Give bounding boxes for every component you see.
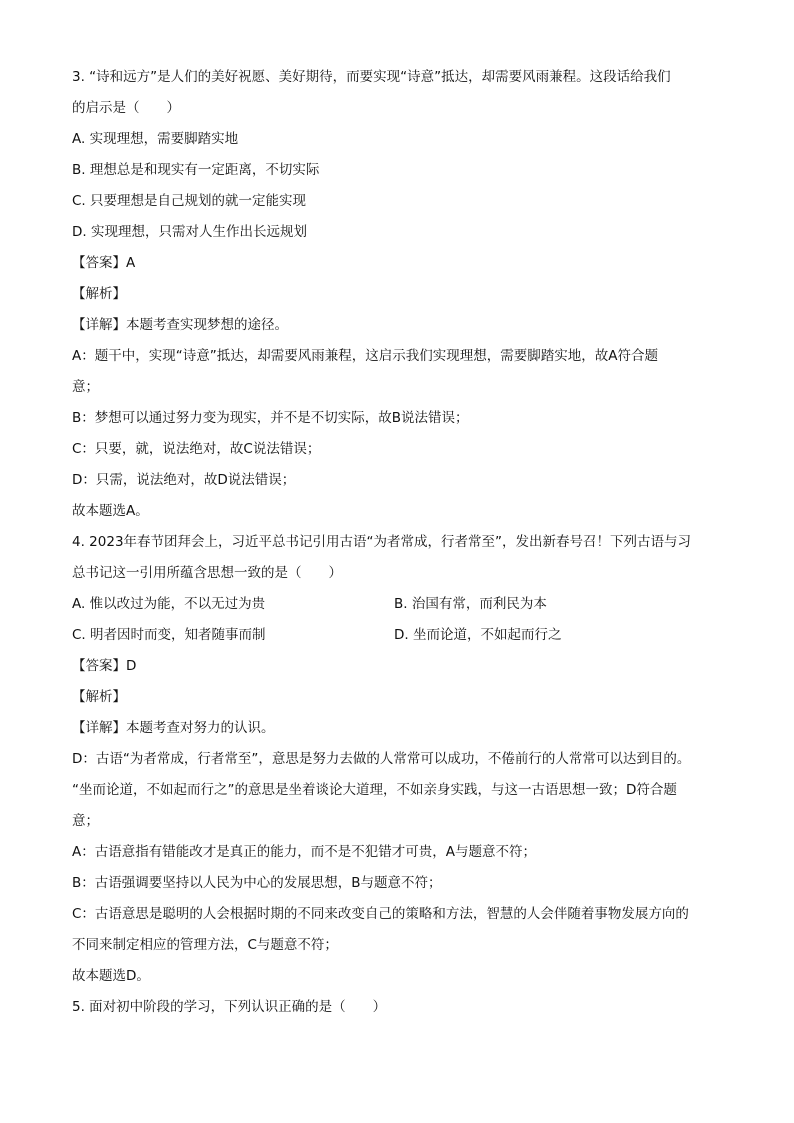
question-3-detail-line: D：只需，说法绝对，故D说法错误；: [72, 472, 296, 488]
question-4-detail-line: A：古语意指有错能改才是真正的能力，而不是不犯错才可贵，A与题意不符；: [72, 844, 536, 860]
question-3-stem-line-2: 的启示是（ ）: [72, 100, 180, 116]
question-4-detail-line: “坐而论道，不如起而行之”的意思是坐着谈论大道理，不如亲身实践，与这一古语思想一致；D符合题: [72, 782, 677, 798]
question-5-stem-line-1: 5. 面对初中阶段的学习，下列认识正确的是（ ）: [72, 999, 387, 1015]
question-5: [72, 992, 732, 1023]
question-3-stem-line-1: 3. “诗和远方”是人们的美好祝愿、美好期待，而要实现“诗意”抵达，却需要风雨兼程。这段话给我们: [72, 69, 671, 85]
question-3-analysis-heading: 【解析】: [72, 286, 126, 302]
question-4-answer: 【答案】D: [72, 658, 137, 674]
question-4-detail-line: 故本题选D。: [72, 968, 150, 984]
question-3-detail-line: C：只要，就，说法绝对，故C说法错误；: [72, 441, 321, 457]
question-4-stem-line-2: 总书记这一引用所蕴含思想一致的是（ ）: [72, 565, 342, 581]
document-page: [72, 62, 732, 1023]
question-3-answer: 【答案】A: [72, 255, 136, 271]
question-4-detail-line: C：古语意思是聪明的人会根据时期的不同来改变自己的策略和方法，智慧的人会伴随着事物发展方向的: [72, 906, 689, 922]
question-4-option-c: C. 明者因时而变，知者随事而制: [72, 627, 266, 643]
question-4-detail-line: 【详解】本题考查对努力的认识。: [72, 720, 275, 736]
question-3-option-a: A. 实现理想，需要脚踏实地: [72, 131, 239, 147]
question-4-option-a: A. 惟以改过为能，不以无过为贵: [72, 596, 266, 612]
question-4: [72, 527, 732, 992]
question-3-detail-line: A：题干中，实现“诗意”抵达，却需要风雨兼程，这启示我们实现理想，需要脚踏实地，故A符合题: [72, 348, 658, 364]
question-4-detail-line: 意；: [72, 813, 99, 829]
question-3-option-b: B. 理想总是和现实有一定距离，不切实际: [72, 162, 320, 178]
question-3-detail-line: 故本题选A。: [72, 503, 149, 519]
question-3-detail-line: 【详解】本题考查实现梦想的途径。: [72, 317, 288, 333]
question-4-options-row-2: [72, 620, 732, 651]
question-4-detail-line: D：古语“为者常成，行者常至”，意思是努力去做的人常常可以成功，不倦前行的人常常可以达到目的。: [72, 751, 691, 767]
question-4-analysis-heading: 【解析】: [72, 689, 126, 705]
question-3-option-c: C. 只要理想是自己规划的就一定能实现: [72, 193, 307, 209]
question-3-detail-line: B：梦想可以通过努力变为现实，并不是不切实际，故B说法错误；: [72, 410, 469, 426]
question-4-option-b: B. 治国有常，而利民为本: [394, 596, 547, 612]
question-3-option-d: D. 实现理想，只需对人生作出长远规划: [72, 224, 307, 240]
question-4-options-row-1: [72, 589, 732, 620]
question-4-detail-line: 不同来制定相应的管理方法，C与题意不符；: [72, 937, 338, 953]
question-3-detail-line: 意；: [72, 379, 99, 395]
question-4-option-d: D. 坐而论道，不如起而行之: [394, 627, 562, 643]
question-4-stem-line-1: 4. 2023年春节团拜会上，习近平总书记引用古语“为者常成，行者常至”，发出新春号召！下列古语与习: [72, 534, 692, 550]
question-3: [72, 62, 732, 527]
question-4-detail-line: B：古语强调要坚持以人民为中心的发展思想，B与题意不符；: [72, 875, 442, 891]
